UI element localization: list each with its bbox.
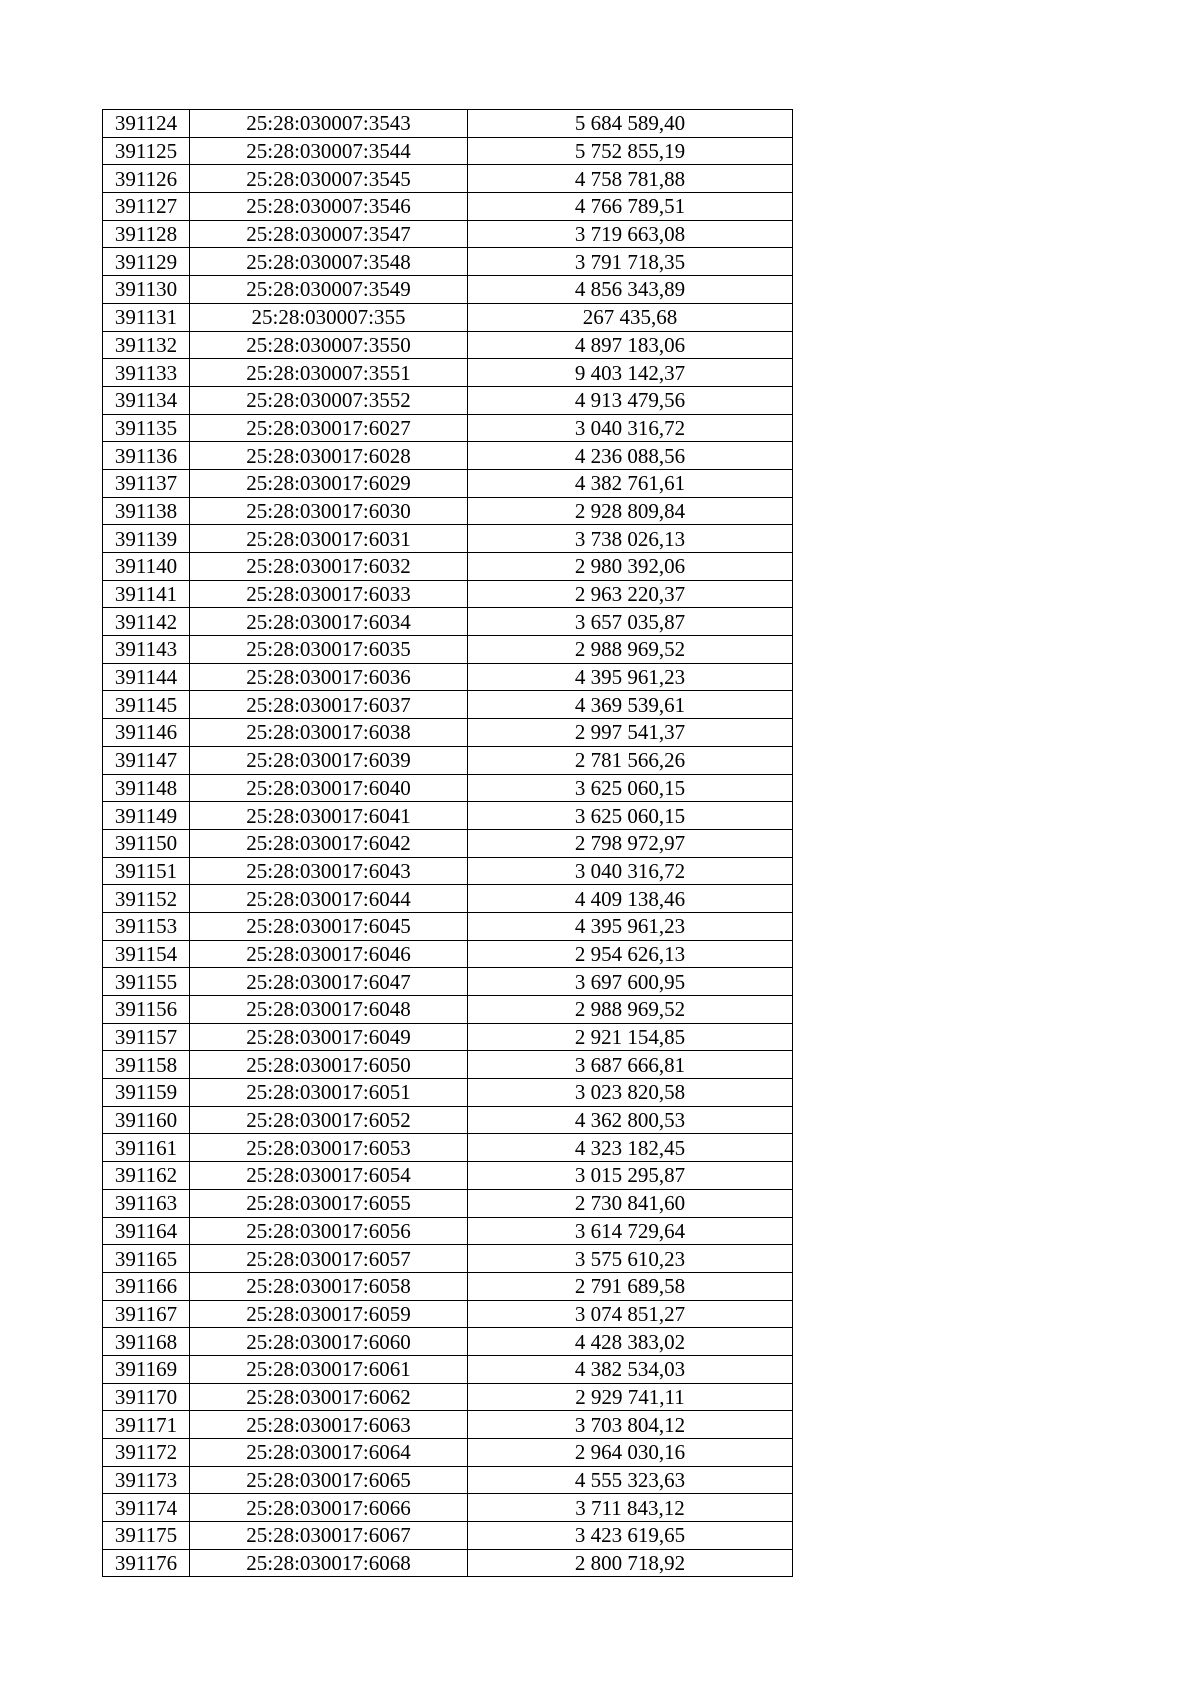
- table-row: [103, 1549, 793, 1577]
- cadastral-value-cell: 4 856 343,89: [468, 276, 793, 304]
- cadastral-number-cell: 25:28:030007:3547: [190, 220, 468, 248]
- cadastral-value-cell: 2 730 841,60: [468, 1189, 793, 1217]
- row-number-cell: 391161: [103, 1134, 190, 1162]
- table-row: [103, 912, 793, 940]
- cadastral-value-cell: 4 382 761,61: [468, 469, 793, 497]
- row-number-cell: 391154: [103, 940, 190, 968]
- cadastral-number-cell: 25:28:030007:3552: [190, 386, 468, 414]
- cadastral-number-cell: 25:28:030017:6034: [190, 608, 468, 636]
- row-number-cell: 391125: [103, 137, 190, 165]
- row-number-cell: 391169: [103, 1355, 190, 1383]
- cadastral-number-cell: 25:28:030017:6044: [190, 885, 468, 913]
- row-number-cell: 391157: [103, 1023, 190, 1051]
- cadastral-value-cell: 2 964 030,16: [468, 1439, 793, 1467]
- row-number-cell: 391141: [103, 580, 190, 608]
- table-row: [103, 497, 793, 525]
- table-row: [103, 110, 793, 138]
- cadastral-number-cell: 25:28:030017:6028: [190, 442, 468, 470]
- table-row: [103, 802, 793, 830]
- row-number-cell: 391146: [103, 719, 190, 747]
- cadastral-value-cell: 4 555 323,63: [468, 1466, 793, 1494]
- table-row: [103, 1272, 793, 1300]
- cadastral-value-cell: 4 758 781,88: [468, 165, 793, 193]
- row-number-cell: 391126: [103, 165, 190, 193]
- cadastral-value-cell: 2 791 689,58: [468, 1272, 793, 1300]
- row-number-cell: 391172: [103, 1439, 190, 1467]
- cadastral-number-cell: 25:28:030007:3551: [190, 359, 468, 387]
- cadastral-number-cell: 25:28:030017:6068: [190, 1549, 468, 1577]
- table-row: [103, 1522, 793, 1550]
- table-row: [103, 303, 793, 331]
- table-row: [103, 553, 793, 581]
- table-row: [103, 1383, 793, 1411]
- table-row: [103, 1466, 793, 1494]
- row-number-cell: 391131: [103, 303, 190, 331]
- table-row: [103, 1494, 793, 1522]
- row-number-cell: 391137: [103, 469, 190, 497]
- cadastral-number-cell: 25:28:030017:6050: [190, 1051, 468, 1079]
- cadastral-value-cell: 3 040 316,72: [468, 414, 793, 442]
- table-row: [103, 386, 793, 414]
- cadastral-value-cell: 3 719 663,08: [468, 220, 793, 248]
- cadastral-value-cell: 3 074 851,27: [468, 1300, 793, 1328]
- row-number-cell: 391138: [103, 497, 190, 525]
- cadastral-value-cell: 2 988 969,52: [468, 636, 793, 664]
- row-number-cell: 391144: [103, 663, 190, 691]
- row-number-cell: 391124: [103, 110, 190, 138]
- row-number-cell: 391150: [103, 829, 190, 857]
- cadastral-number-cell: 25:28:030017:6054: [190, 1162, 468, 1190]
- cadastral-number-cell: 25:28:030017:6064: [190, 1439, 468, 1467]
- table-row: [103, 1106, 793, 1134]
- cadastral-value-cell: 2 980 392,06: [468, 553, 793, 581]
- cadastral-number-cell: 25:28:030007:3546: [190, 193, 468, 221]
- cadastral-number-cell: 25:28:030017:6041: [190, 802, 468, 830]
- table-row: [103, 1023, 793, 1051]
- row-number-cell: 391128: [103, 220, 190, 248]
- cadastral-value-cell: 2 954 626,13: [468, 940, 793, 968]
- cadastral-number-cell: 25:28:030017:6033: [190, 580, 468, 608]
- cadastral-value-cell: 3 023 820,58: [468, 1079, 793, 1107]
- table-row: [103, 1300, 793, 1328]
- cadastral-value-cell: 2 800 718,92: [468, 1549, 793, 1577]
- cadastral-value-cell: 4 766 789,51: [468, 193, 793, 221]
- row-number-cell: 391147: [103, 746, 190, 774]
- table-row: [103, 1051, 793, 1079]
- cadastral-value-cell: 4 395 961,23: [468, 912, 793, 940]
- row-number-cell: 391175: [103, 1522, 190, 1550]
- cadastral-number-cell: 25:28:030017:6043: [190, 857, 468, 885]
- table-row: [103, 442, 793, 470]
- table-row: [103, 1245, 793, 1273]
- cadastral-number-cell: 25:28:030007:3545: [190, 165, 468, 193]
- cadastral-value-cell: 4 369 539,61: [468, 691, 793, 719]
- row-number-cell: 391151: [103, 857, 190, 885]
- cadastral-value-cell: 3 614 729,64: [468, 1217, 793, 1245]
- row-number-cell: 391164: [103, 1217, 190, 1245]
- table-row: [103, 968, 793, 996]
- cadastral-value-cell: 5 752 855,19: [468, 137, 793, 165]
- cadastral-value-cell: 2 963 220,37: [468, 580, 793, 608]
- cadastral-number-cell: 25:28:030017:6052: [190, 1106, 468, 1134]
- cadastral-value-cell: 3 040 316,72: [468, 857, 793, 885]
- table-row: [103, 746, 793, 774]
- cadastral-number-cell: 25:28:030007:3548: [190, 248, 468, 276]
- table-row: [103, 220, 793, 248]
- row-number-cell: 391171: [103, 1411, 190, 1439]
- table-row: [103, 1189, 793, 1217]
- cadastral-value-cell: 3 625 060,15: [468, 802, 793, 830]
- cadastral-number-cell: 25:28:030017:6035: [190, 636, 468, 664]
- table-row: [103, 1134, 793, 1162]
- row-number-cell: 391148: [103, 774, 190, 802]
- cadastral-number-cell: 25:28:030017:6067: [190, 1522, 468, 1550]
- cadastral-number-cell: 25:28:030017:6040: [190, 774, 468, 802]
- cadastral-number-cell: 25:28:030007:3543: [190, 110, 468, 138]
- row-number-cell: 391136: [103, 442, 190, 470]
- cadastral-number-cell: 25:28:030017:6030: [190, 497, 468, 525]
- cadastral-value-cell: 2 988 969,52: [468, 996, 793, 1024]
- cadastral-number-cell: 25:28:030017:6066: [190, 1494, 468, 1522]
- cadastral-value-cell: 3 575 610,23: [468, 1245, 793, 1273]
- table-row: [103, 691, 793, 719]
- cadastral-value-cell: 4 428 383,02: [468, 1328, 793, 1356]
- cadastral-number-cell: 25:28:030007:3544: [190, 137, 468, 165]
- cadastral-number-cell: 25:28:030017:6045: [190, 912, 468, 940]
- cadastral-value-cell: 3 697 600,95: [468, 968, 793, 996]
- row-number-cell: 391129: [103, 248, 190, 276]
- row-number-cell: 391156: [103, 996, 190, 1024]
- row-number-cell: 391127: [103, 193, 190, 221]
- cadastral-number-cell: 25:28:030017:6027: [190, 414, 468, 442]
- table-row: [103, 1439, 793, 1467]
- cadastral-value-cell: 3 625 060,15: [468, 774, 793, 802]
- row-number-cell: 391170: [103, 1383, 190, 1411]
- table-row: [103, 829, 793, 857]
- cadastral-value-cell: 3 015 295,87: [468, 1162, 793, 1190]
- cadastral-value-cell: 4 409 138,46: [468, 885, 793, 913]
- table-row: [103, 276, 793, 304]
- row-number-cell: 391165: [103, 1245, 190, 1273]
- cadastral-number-cell: 25:28:030017:6049: [190, 1023, 468, 1051]
- cadastral-value-cell: 2 798 972,97: [468, 829, 793, 857]
- cadastral-number-cell: 25:28:030017:6046: [190, 940, 468, 968]
- cadastral-value-cell: 4 323 182,45: [468, 1134, 793, 1162]
- cadastral-number-cell: 25:28:030017:6060: [190, 1328, 468, 1356]
- table-row: [103, 885, 793, 913]
- cadastral-value-cell: 3 711 843,12: [468, 1494, 793, 1522]
- row-number-cell: 391176: [103, 1549, 190, 1577]
- table-row: [103, 719, 793, 747]
- row-number-cell: 391132: [103, 331, 190, 359]
- cadastral-value-cell: 4 897 183,06: [468, 331, 793, 359]
- table-row: [103, 414, 793, 442]
- row-number-cell: 391142: [103, 608, 190, 636]
- table-row: [103, 608, 793, 636]
- row-number-cell: 391145: [103, 691, 190, 719]
- cadastral-number-cell: 25:28:030017:6048: [190, 996, 468, 1024]
- row-number-cell: 391158: [103, 1051, 190, 1079]
- table-row: [103, 774, 793, 802]
- cadastral-number-cell: 25:28:030017:6057: [190, 1245, 468, 1273]
- cadastral-value-cell: 3 703 804,12: [468, 1411, 793, 1439]
- table-row: [103, 248, 793, 276]
- cadastral-value-cell: 2 929 741,11: [468, 1383, 793, 1411]
- table-row: [103, 1079, 793, 1107]
- cadastral-value-cell: 5 684 589,40: [468, 110, 793, 138]
- row-number-cell: 391135: [103, 414, 190, 442]
- row-number-cell: 391140: [103, 553, 190, 581]
- cadastral-number-cell: 25:28:030017:6062: [190, 1383, 468, 1411]
- cadastral-number-cell: 25:28:030017:6051: [190, 1079, 468, 1107]
- cadastral-number-cell: 25:28:030017:6036: [190, 663, 468, 691]
- cadastral-number-cell: 25:28:030017:6047: [190, 968, 468, 996]
- cadastral-number-cell: 25:28:030007:3549: [190, 276, 468, 304]
- cadastral-number-cell: 25:28:030017:6063: [190, 1411, 468, 1439]
- cadastral-number-cell: 25:28:030017:6056: [190, 1217, 468, 1245]
- table-row: [103, 137, 793, 165]
- table-row: [103, 525, 793, 553]
- cadastral-value-table: [102, 109, 793, 1577]
- cadastral-value-cell: 3 423 619,65: [468, 1522, 793, 1550]
- row-number-cell: 391133: [103, 359, 190, 387]
- cadastral-value-cell: 3 791 718,35: [468, 248, 793, 276]
- cadastral-value-cell: 3 657 035,87: [468, 608, 793, 636]
- row-number-cell: 391163: [103, 1189, 190, 1217]
- cadastral-number-cell: 25:28:030017:6039: [190, 746, 468, 774]
- table-row: [103, 1355, 793, 1383]
- table-row: [103, 940, 793, 968]
- table-row: [103, 193, 793, 221]
- row-number-cell: 391173: [103, 1466, 190, 1494]
- row-number-cell: 391139: [103, 525, 190, 553]
- cadastral-value-cell: 4 236 088,56: [468, 442, 793, 470]
- cadastral-value-cell: 4 913 479,56: [468, 386, 793, 414]
- table-row: [103, 331, 793, 359]
- cadastral-value-cell: 2 928 809,84: [468, 497, 793, 525]
- table-row: [103, 359, 793, 387]
- cadastral-number-cell: 25:28:030017:6032: [190, 553, 468, 581]
- cadastral-number-cell: 25:28:030017:6053: [190, 1134, 468, 1162]
- cadastral-number-cell: 25:28:030007:355: [190, 303, 468, 331]
- row-number-cell: 391168: [103, 1328, 190, 1356]
- cadastral-value-cell: 3 738 026,13: [468, 525, 793, 553]
- table-row: [103, 1411, 793, 1439]
- table-row: [103, 1217, 793, 1245]
- row-number-cell: 391166: [103, 1272, 190, 1300]
- table-row: [103, 1162, 793, 1190]
- row-number-cell: 391153: [103, 912, 190, 940]
- cadastral-value-cell: 267 435,68: [468, 303, 793, 331]
- row-number-cell: 391134: [103, 386, 190, 414]
- table-row: [103, 636, 793, 664]
- cadastral-value-cell: 4 395 961,23: [468, 663, 793, 691]
- table-row: [103, 165, 793, 193]
- table-row: [103, 663, 793, 691]
- cadastral-value-cell: 3 687 666,81: [468, 1051, 793, 1079]
- row-number-cell: 391167: [103, 1300, 190, 1328]
- cadastral-value-cell: 2 997 541,37: [468, 719, 793, 747]
- cadastral-number-cell: 25:28:030017:6031: [190, 525, 468, 553]
- table-body: [103, 110, 793, 1577]
- cadastral-number-cell: 25:28:030017:6058: [190, 1272, 468, 1300]
- row-number-cell: 391155: [103, 968, 190, 996]
- cadastral-number-cell: 25:28:030017:6042: [190, 829, 468, 857]
- cadastral-number-cell: 25:28:030017:6065: [190, 1466, 468, 1494]
- row-number-cell: 391162: [103, 1162, 190, 1190]
- row-number-cell: 391149: [103, 802, 190, 830]
- row-number-cell: 391152: [103, 885, 190, 913]
- cadastral-value-cell: 4 362 800,53: [468, 1106, 793, 1134]
- cadastral-number-cell: 25:28:030017:6029: [190, 469, 468, 497]
- cadastral-number-cell: 25:28:030007:3550: [190, 331, 468, 359]
- cadastral-number-cell: 25:28:030017:6037: [190, 691, 468, 719]
- cadastral-number-cell: 25:28:030017:6061: [190, 1355, 468, 1383]
- table-row: [103, 580, 793, 608]
- table-row: [103, 996, 793, 1024]
- cadastral-value-cell: 4 382 534,03: [468, 1355, 793, 1383]
- row-number-cell: 391160: [103, 1106, 190, 1134]
- cadastral-value-cell: 2 921 154,85: [468, 1023, 793, 1051]
- row-number-cell: 391130: [103, 276, 190, 304]
- table-row: [103, 1328, 793, 1356]
- row-number-cell: 391159: [103, 1079, 190, 1107]
- cadastral-value-cell: 2 781 566,26: [468, 746, 793, 774]
- cadastral-number-cell: 25:28:030017:6059: [190, 1300, 468, 1328]
- table-row: [103, 469, 793, 497]
- table-row: [103, 857, 793, 885]
- row-number-cell: 391174: [103, 1494, 190, 1522]
- cadastral-number-cell: 25:28:030017:6055: [190, 1189, 468, 1217]
- row-number-cell: 391143: [103, 636, 190, 664]
- cadastral-value-cell: 9 403 142,37: [468, 359, 793, 387]
- cadastral-number-cell: 25:28:030017:6038: [190, 719, 468, 747]
